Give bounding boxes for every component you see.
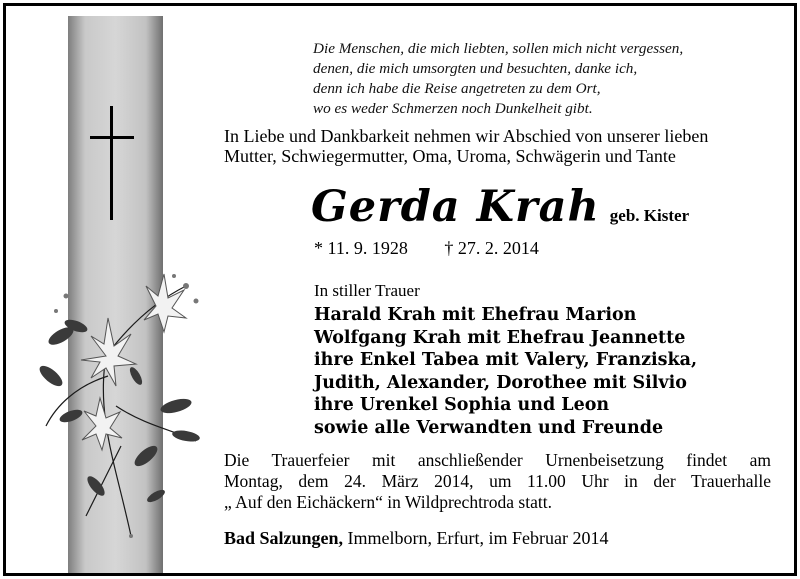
mourner-line: ihre Enkel Tabea mit Valery, Franziska, <box>314 350 698 371</box>
poem-line: denen, die mich umsorgten und besuchten, danke ich, <box>313 60 638 77</box>
birth-date: * 11. 9. 1928 <box>314 238 408 258</box>
funeral-line: Die Trauerfeier mit anschließender Urnenbeisetzung findet am <box>224 450 771 470</box>
life-dates <box>314 238 539 259</box>
poem-line: denn ich habe die Reise angetreten zu dem Ort, <box>313 80 601 97</box>
farewell-intro <box>224 126 784 166</box>
mourner-line: ihre Urenkel Sophia und Leon <box>314 395 610 416</box>
birth-name: geb. Kister <box>609 206 690 225</box>
mourner-line: sowie alle Verwandten und Freunde <box>314 417 664 438</box>
closing-place: Bad Salzungen, <box>224 528 344 548</box>
deceased-name: Gerda Krah <box>311 182 600 232</box>
poem-line: wo es weder Schmerzen noch Dunkelheit gibt. <box>313 100 593 117</box>
poem-line: Die Menschen, die mich liebten, sollen mich nicht vergessen, <box>313 40 684 57</box>
mourner-line: Wolfgang Krah mit Ehefrau Jeannette <box>314 327 686 348</box>
mourning-intro: In stiller Trauer <box>314 281 420 300</box>
closing-line <box>224 528 609 549</box>
mourner-line: Harald Krah mit Ehefrau Marion <box>314 305 637 325</box>
mourner-line: Judith, Alexander, Dorothee mit Silvio <box>314 372 687 393</box>
funeral-line: „ Auf den Eichäckern“ in Wildprechtroda statt. <box>224 492 552 512</box>
intro-line: Mutter, Schwiegermutter, Oma, Uroma, Schwägerin und Tante <box>224 146 676 166</box>
intro-line: In Liebe und Dankbarkeit nehmen wir Abschied von unserer lieben <box>224 126 709 146</box>
obituary-card <box>3 3 797 576</box>
death-date: † 27. 2. 2014 <box>444 238 539 258</box>
lily-bouquet-icon <box>36 256 206 546</box>
closing-rest: Immelborn, Erfurt, im Februar 2014 <box>343 528 609 548</box>
funeral-notice <box>224 450 771 513</box>
mourners-list <box>314 304 697 440</box>
deceased-name-row <box>311 182 689 232</box>
funeral-line: Montag, dem 24. März 2014, um 11.00 Uhr in der Trauerhalle <box>224 471 771 491</box>
poem <box>313 39 783 119</box>
